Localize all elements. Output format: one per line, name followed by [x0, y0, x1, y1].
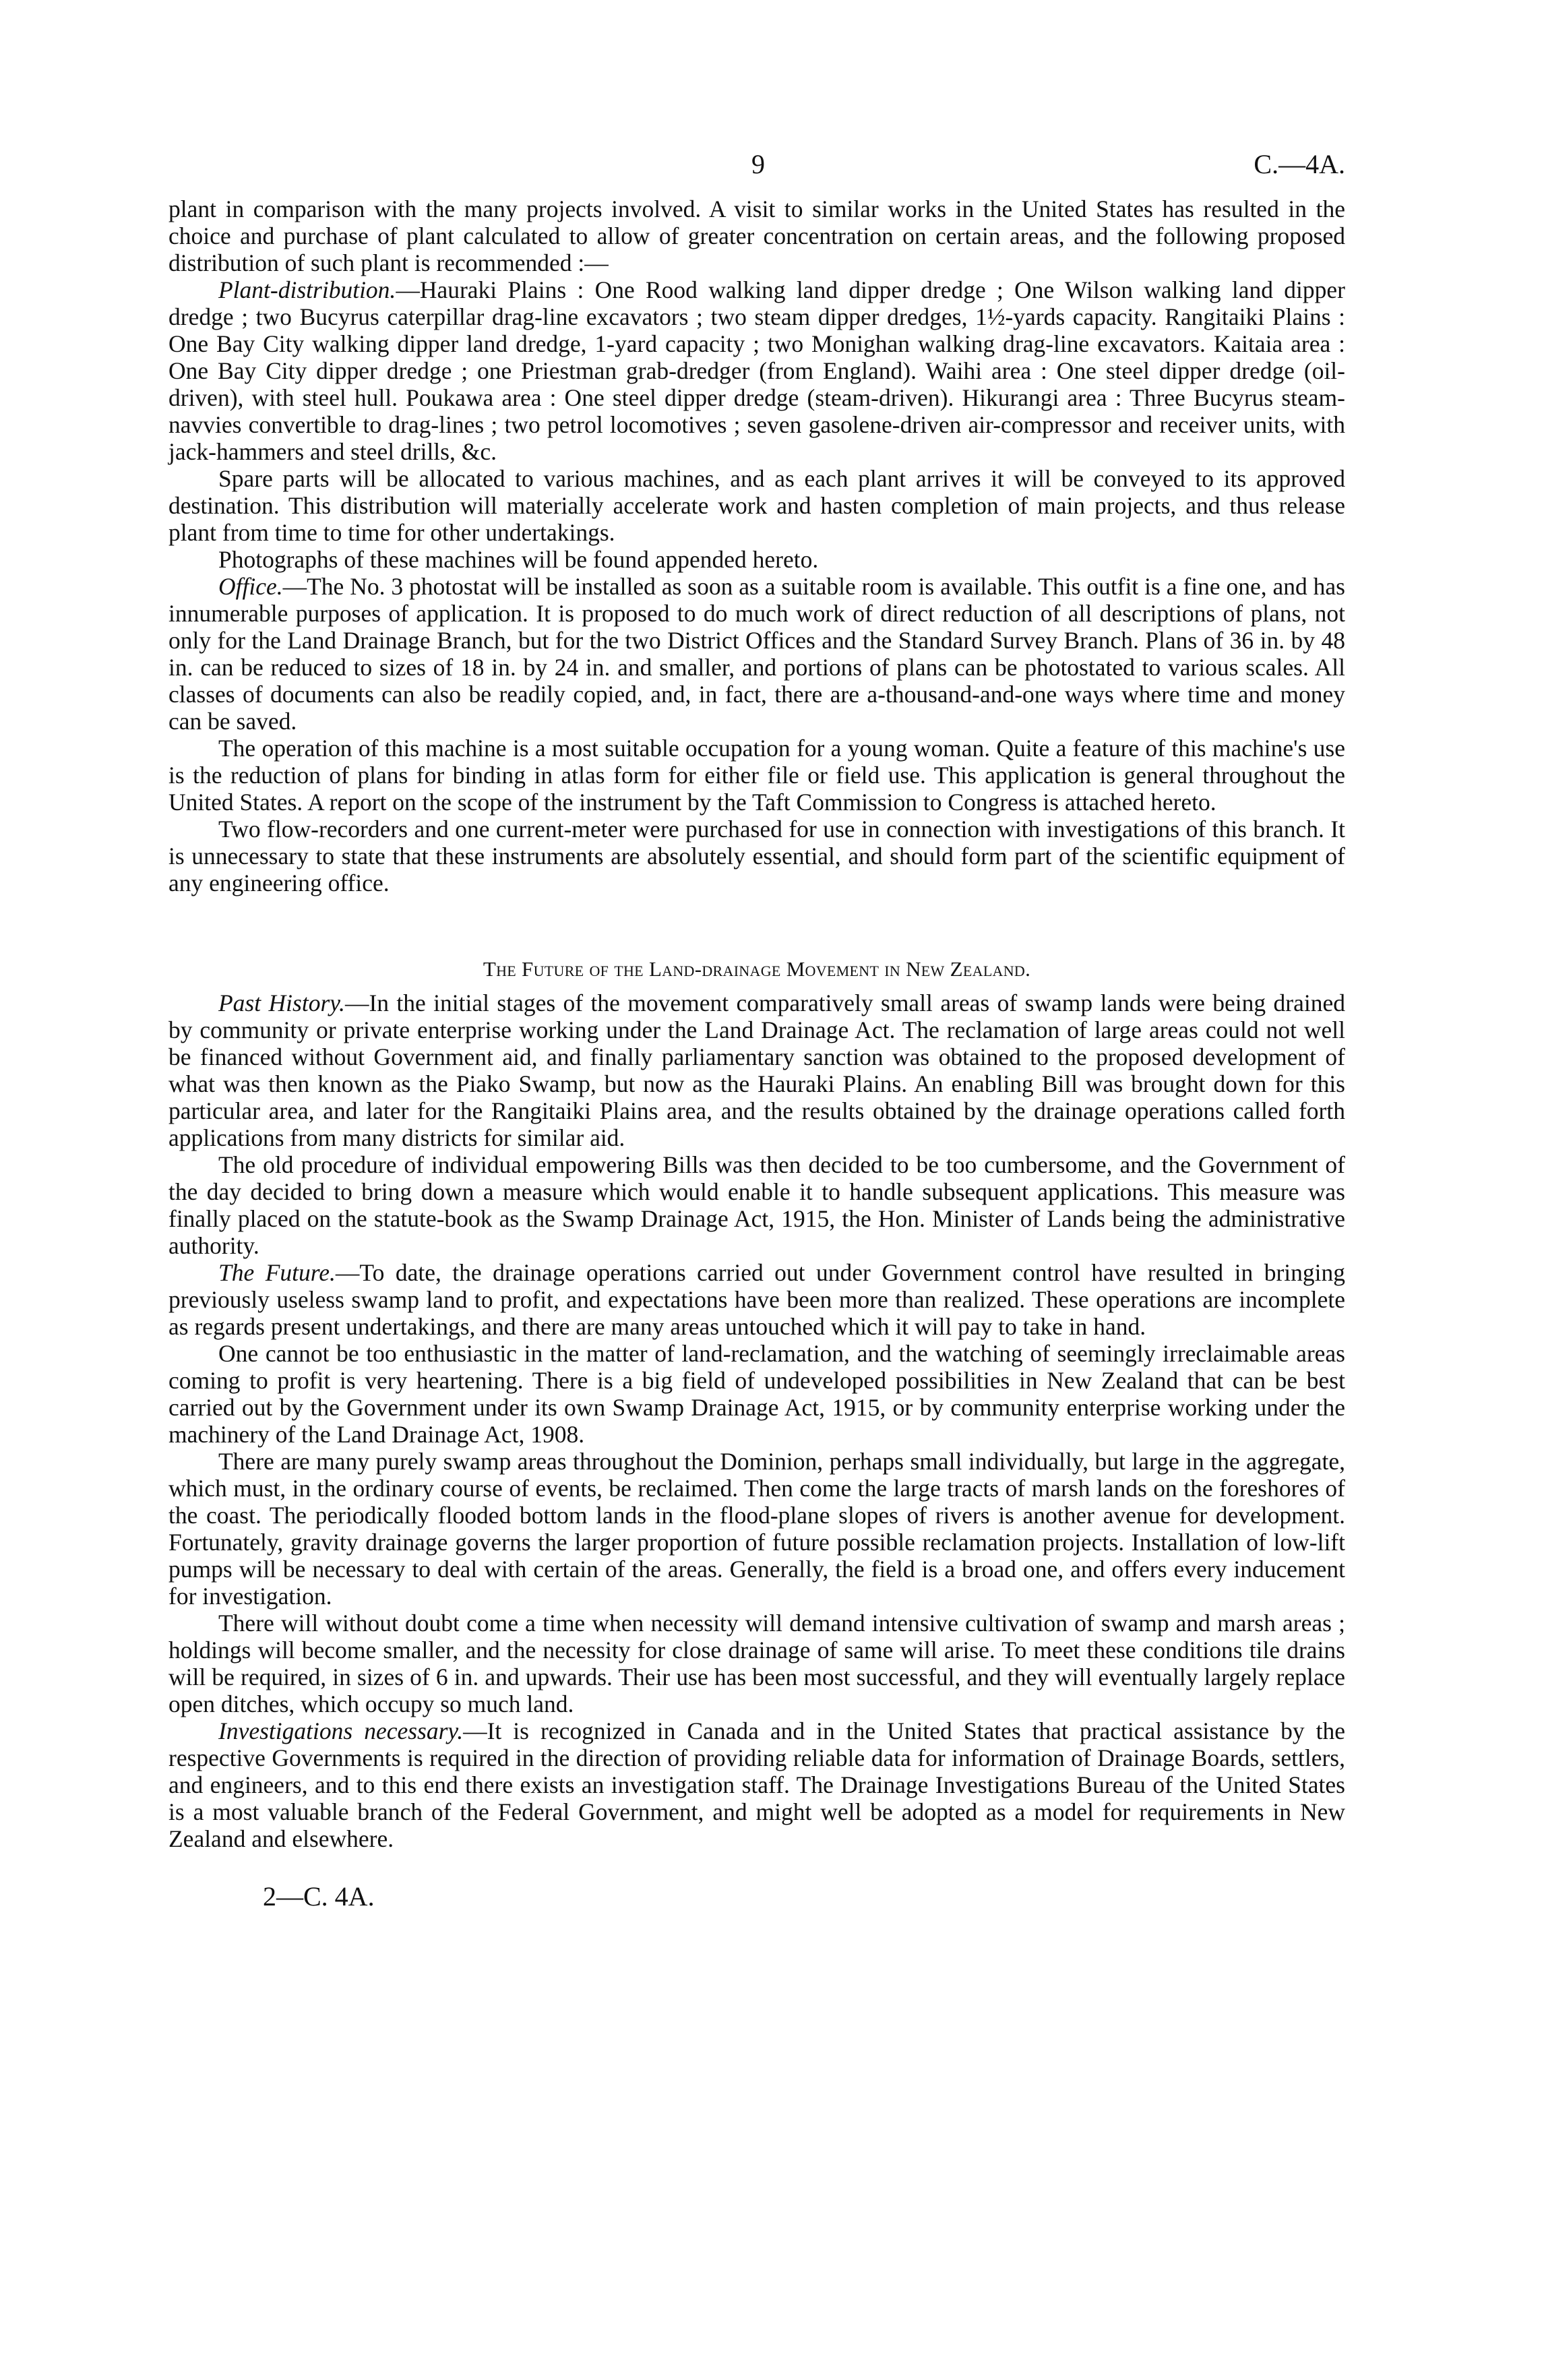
paragraph-plant-distribution: Plant-distribution.—Hauraki Plains : One Rood walking land dipper dredge ; One Wilson walking land dipper dredge ; two Bucyrus caterpillar drag-line excavators ; two steam dipper dredges, 1½-yards capacity. Rangitaiki Plains : One Bay City walking dipper land dredge, 1-yard capacity ; two Monighan walking drag-line excavators. Kaitaia area : One Bay City dipper dredge ; one Priestman grab-dredger (from England). Waihi area : One steel dipper dredge (oil-driven), with steel hull. Poukawa area : One steel dipper dredge (steam-driven). Hikurangi area : Three Bucyrus steam-navvies convertible to drag-lines ; two petrol locomotives ; seven gasolene-driven air-compressor and receiver units, with jack-hammers and steel drills, &c.	[168, 276, 1345, 465]
paragraph-investigations: Investigations necessary.—It is recognized in Canada and in the United States that practical assistance by the respective Governments is required in the direction of providing reliable data for information of Drainage Boards, settlers, and engineers, and to this end there exists an investigation staff. The Drainage Investigations Bureau of the United States is a most valuable branch of the Federal Government, and might well be adopted as a model for requirements in New Zealand and elsewhere.	[168, 1717, 1346, 1852]
paragraph-lead: Past History.	[218, 989, 345, 1016]
paragraph-tile-drains: There will without doubt come a time when necessity will demand intensive cultivation of swamp and marsh areas ; holdings will become smaller, and the necessity for close drainage of same will arise. To meet these conditions tile drains will be required, in sizes of 6 in. and upwards. Their use has been most successful, and they will eventually largely replace open ditches, which occupy so much land.	[168, 1610, 1345, 1717]
paragraph-old-procedure: The old procedure of individual empowering Bills was then decided to be too cumbersome, and the Government of the day decided to bring down a measure which would enable it to handle subsequent applications. This measure was finally placed on the statute-book as the Swamp Drainage Act, 1915, the Hon. Minister of Lands being the administrative authority.	[168, 1151, 1345, 1259]
paragraph-lead: Investigations necessary.	[218, 1717, 464, 1744]
paragraph-spare-parts: Spare parts will be allocated to various machines, and as each plant arrives it will be conveyed to its approved destination. This distribution will materially accelerate work and hasten completion of main projects, and thus release plant from time to time for other undertakings.	[168, 465, 1345, 546]
paragraph-photographs: Photographs of these machines will be found appended hereto.	[218, 546, 819, 573]
section-heading: The Future of the Land-drainage Movement in New Zealand.	[483, 957, 1031, 981]
paragraph-lead: Plant-distribution.	[218, 276, 396, 303]
paragraph-swamp-areas: There are many purely swamp areas throughout the Dominion, perhaps small individually, but large in the aggregate, which must, in the ordinary course of events, be reclaimed. Then come the large tracts of marsh lands on the foreshores of the coast. The periodically flooded bottom lands in the flood-plane slopes of rivers is another avenue for development. Fortunately, gravity drainage governs the larger proportion of future possible reclamation projects. Installation of low-lift pumps will be necessary to deal with certain of the areas. Generally, the field is a broad one, and offers every inducement for investigation.	[168, 1448, 1345, 1610]
paragraph-flow-recorders: Two flow-recorders and one current-meter were purchased for use in connection with investigations of this branch. It is unnecessary to state that these instruments are absolutely essential, and should form part of the scientific equipment of any engineering office.	[168, 816, 1345, 896]
page-number: 9	[751, 149, 765, 179]
future-section	[168, 989, 1345, 1852]
paragraph-office: Office.—The No. 3 photostat will be installed as soon as a suitable room is available. This outfit is a fine one, and has innumerable purposes of application. It is proposed to do much work of direct reduction of all descriptions of plans, not only for the Land Drainage Branch, but for the two District Offices and the Standard Survey Branch. Plans of 36 in. by 48 in. can be reduced to sizes of 18 in. by 24 in. and smaller, and portions of plans can be photostated to various scales. All classes of documents can also be readily copied, and, in fact, there are a-thousand-and-one ways where time and money can be saved.	[168, 573, 1345, 735]
paragraph-lead: The Future.	[218, 1259, 336, 1286]
paragraph-enthusiasm: One cannot be too enthusiastic in the matter of land-reclamation, and the watching of seemingly irreclaimable areas coming to profit is very heartening. There is a big field of undeveloped possibilities in New Zealand that can be best carried out by the Government under its own Swamp Drainage Act, 1915, or by community enterprise working under the machinery of the Land Drainage Act, 1908.	[168, 1340, 1345, 1448]
paragraph-intro: plant in comparison with the many projects involved. A visit to similar works in the United States has resulted in the choice and purchase of plant calculated to allow of greater concentration on certain areas, and the following proposed distribution of such plant is recommended :—	[168, 195, 1345, 276]
document-reference: C.—4A.	[1254, 149, 1345, 179]
paragraph-lead: Office.	[218, 573, 283, 600]
top-section	[168, 195, 1345, 896]
paragraph-past-history: Past History.—In the initial stages of the movement comparatively small areas of swamp lands were being drained by community or private enterprise working under the Land Drainage Act. The reclamation of large areas could not well be financed without Government aid, and finally parliamentary sanction was obtained to the proposed development of what was then known as the Piako Swamp, but now as the Hauraki Plains. An enabling Bill was brought down for this particular area, and later for the Rangitaiki Plains area, and the results obtained by the drainage operations called forth applications from many districts for similar aid.	[168, 989, 1345, 1151]
signature-mark: 2—C. 4A.	[263, 1881, 375, 1912]
page-header	[168, 148, 1345, 195]
paragraph-the-future: The Future.—To date, the drainage operations carried out under Government control have resulted in bringing previously useless swamp land to profit, and expectations have been more than realized. These operations are incomplete as regards present undertakings, and there are many areas untouched which it will pay to take in hand.	[168, 1259, 1345, 1340]
paragraph-machine-operation: The operation of this machine is a most suitable occupation for a young woman. Quite a feature of this machine's use is the reduction of plans for binding in atlas form for either file or field use. This application is general throughout the United States. A report on the scope of the instrument by the Taft Commission to Congress is attached hereto.	[168, 735, 1345, 816]
document-page	[168, 148, 1345, 1912]
